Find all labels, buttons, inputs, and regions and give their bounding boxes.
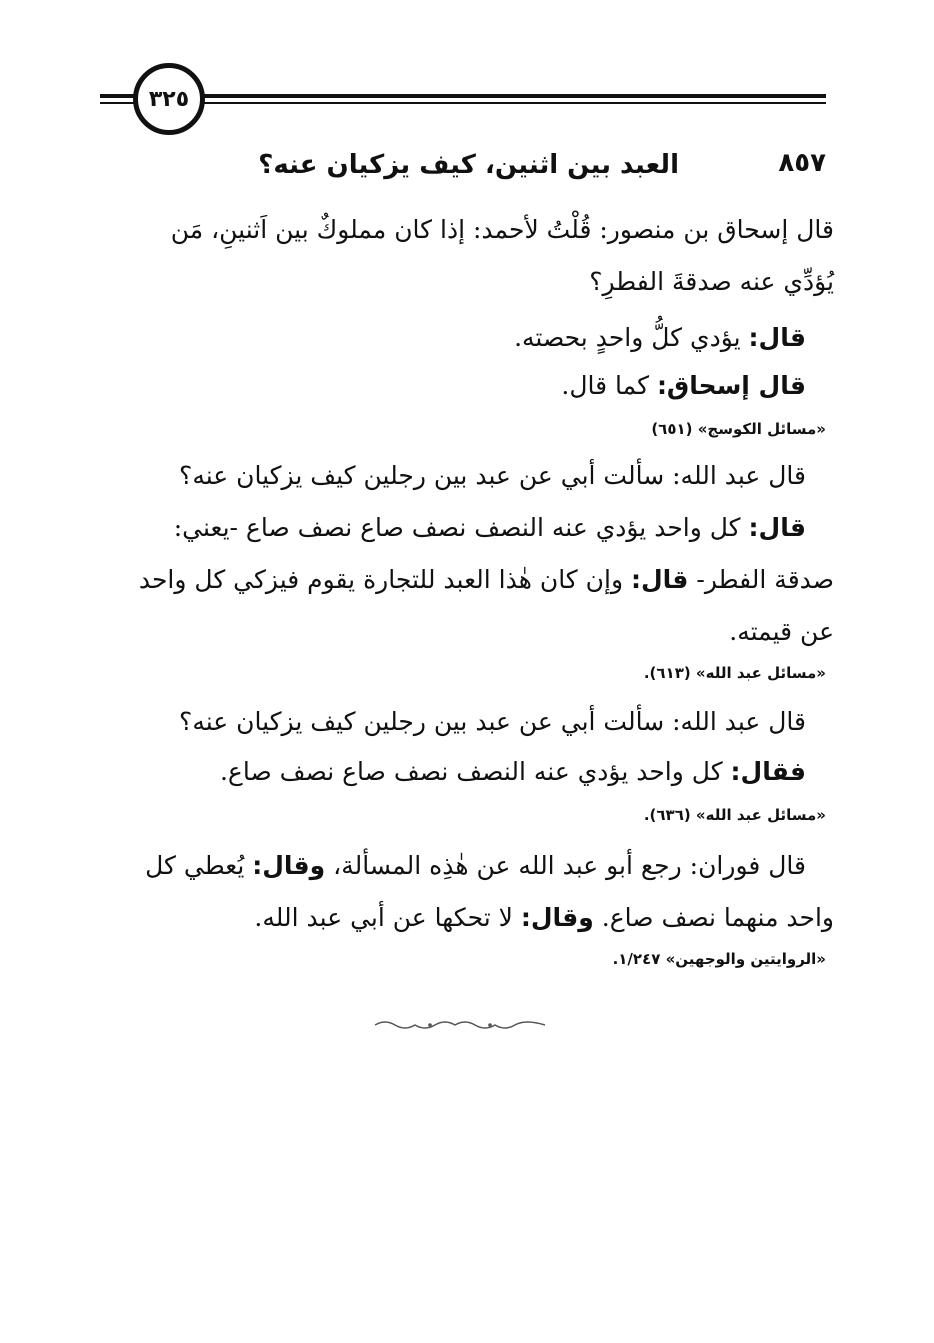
reference-abdullah-613: «مسائل عبد الله» (٦١٣). bbox=[643, 664, 826, 682]
speaker-label: وقال: bbox=[252, 851, 326, 880]
speaker-label: فقال: bbox=[730, 757, 806, 786]
page-number: ٣٢٥ bbox=[148, 86, 190, 112]
para4-line1-a: قال فوران: رجع أبو عبد الله عن هٰذِه المسألة، bbox=[325, 851, 806, 880]
para3-line2-text: كل واحد يؤدي عنه النصف نصف صاع نصف صاع. bbox=[219, 757, 731, 786]
speaker-label: قال: bbox=[748, 513, 806, 542]
para2-line1: قال عبد الله: سألت أبي عن عبد بين رجلين كيف يزكيان عنه؟ bbox=[179, 461, 806, 490]
para1-line2: يُؤدِّي عنه صدقةَ الفطرِ؟ bbox=[589, 267, 834, 296]
header-rule-thin bbox=[100, 102, 826, 104]
para2-line3 bbox=[104, 554, 834, 606]
para4-line2-a: واحد منهما نصف صاع. bbox=[593, 903, 834, 932]
para2-line2 bbox=[104, 502, 806, 554]
para1-line1: قال إسحاق بن منصور: قُلْتُ لأحمد: إذا كان مملوكٌ بين اَثنينِ، مَن bbox=[170, 215, 834, 244]
para2-line3-a: صدقة الفطر- bbox=[688, 565, 834, 594]
para4-line2-b: لا تحكها عن أبي عبد الله. bbox=[254, 903, 521, 932]
reference-kawsaj: «مسائل الكوسج» (٦٥١) bbox=[651, 420, 826, 438]
para4-line1-b: يُعطي كل bbox=[145, 851, 253, 880]
reference-abdullah-636: «مسائل عبد الله» (٦٣٦). bbox=[643, 806, 826, 824]
para1-line3 bbox=[76, 312, 806, 364]
para3-line1: قال عبد الله: سألت أبي عن عبد بين رجلين كيف يزكيان عنه؟ bbox=[179, 707, 806, 736]
header-rule-thick bbox=[100, 94, 826, 98]
para4-line1 bbox=[104, 840, 806, 892]
para2-line4: عن قيمته. bbox=[729, 617, 834, 646]
para2-line3-b: وإن كان هٰذا العبد للتجارة يقوم فيزكي كل واحد bbox=[138, 565, 631, 594]
speaker-label: قال: bbox=[630, 565, 689, 594]
para2-line2-text: كل واحد يؤدي عنه النصف نصف صاع نصف صاع -يعني: bbox=[173, 513, 749, 542]
issue-number: ٨٥٧ bbox=[778, 148, 826, 178]
ornament-icon bbox=[370, 1018, 550, 1032]
page-number-circle bbox=[133, 63, 205, 135]
para1-line4 bbox=[76, 360, 806, 412]
para4-line2 bbox=[104, 892, 834, 944]
para1-line4-text: كما قال. bbox=[561, 371, 657, 400]
speaker-label: قال: bbox=[748, 323, 806, 352]
speaker-label: وقال: bbox=[520, 903, 594, 932]
section-end-ornament bbox=[370, 1018, 550, 1035]
para3-line2 bbox=[76, 746, 806, 798]
speaker-label: قال إسحاق: bbox=[656, 371, 806, 400]
reference-riwayatayn: «الروايتين والوجهين» ١/٢٤٧. bbox=[612, 950, 826, 968]
para1-line3-text: يؤدي كلُّ واحدٍ بحصته. bbox=[514, 323, 749, 352]
issue-title: العبد بين اثنين، كيف يزكيان عنه؟ bbox=[258, 150, 679, 180]
